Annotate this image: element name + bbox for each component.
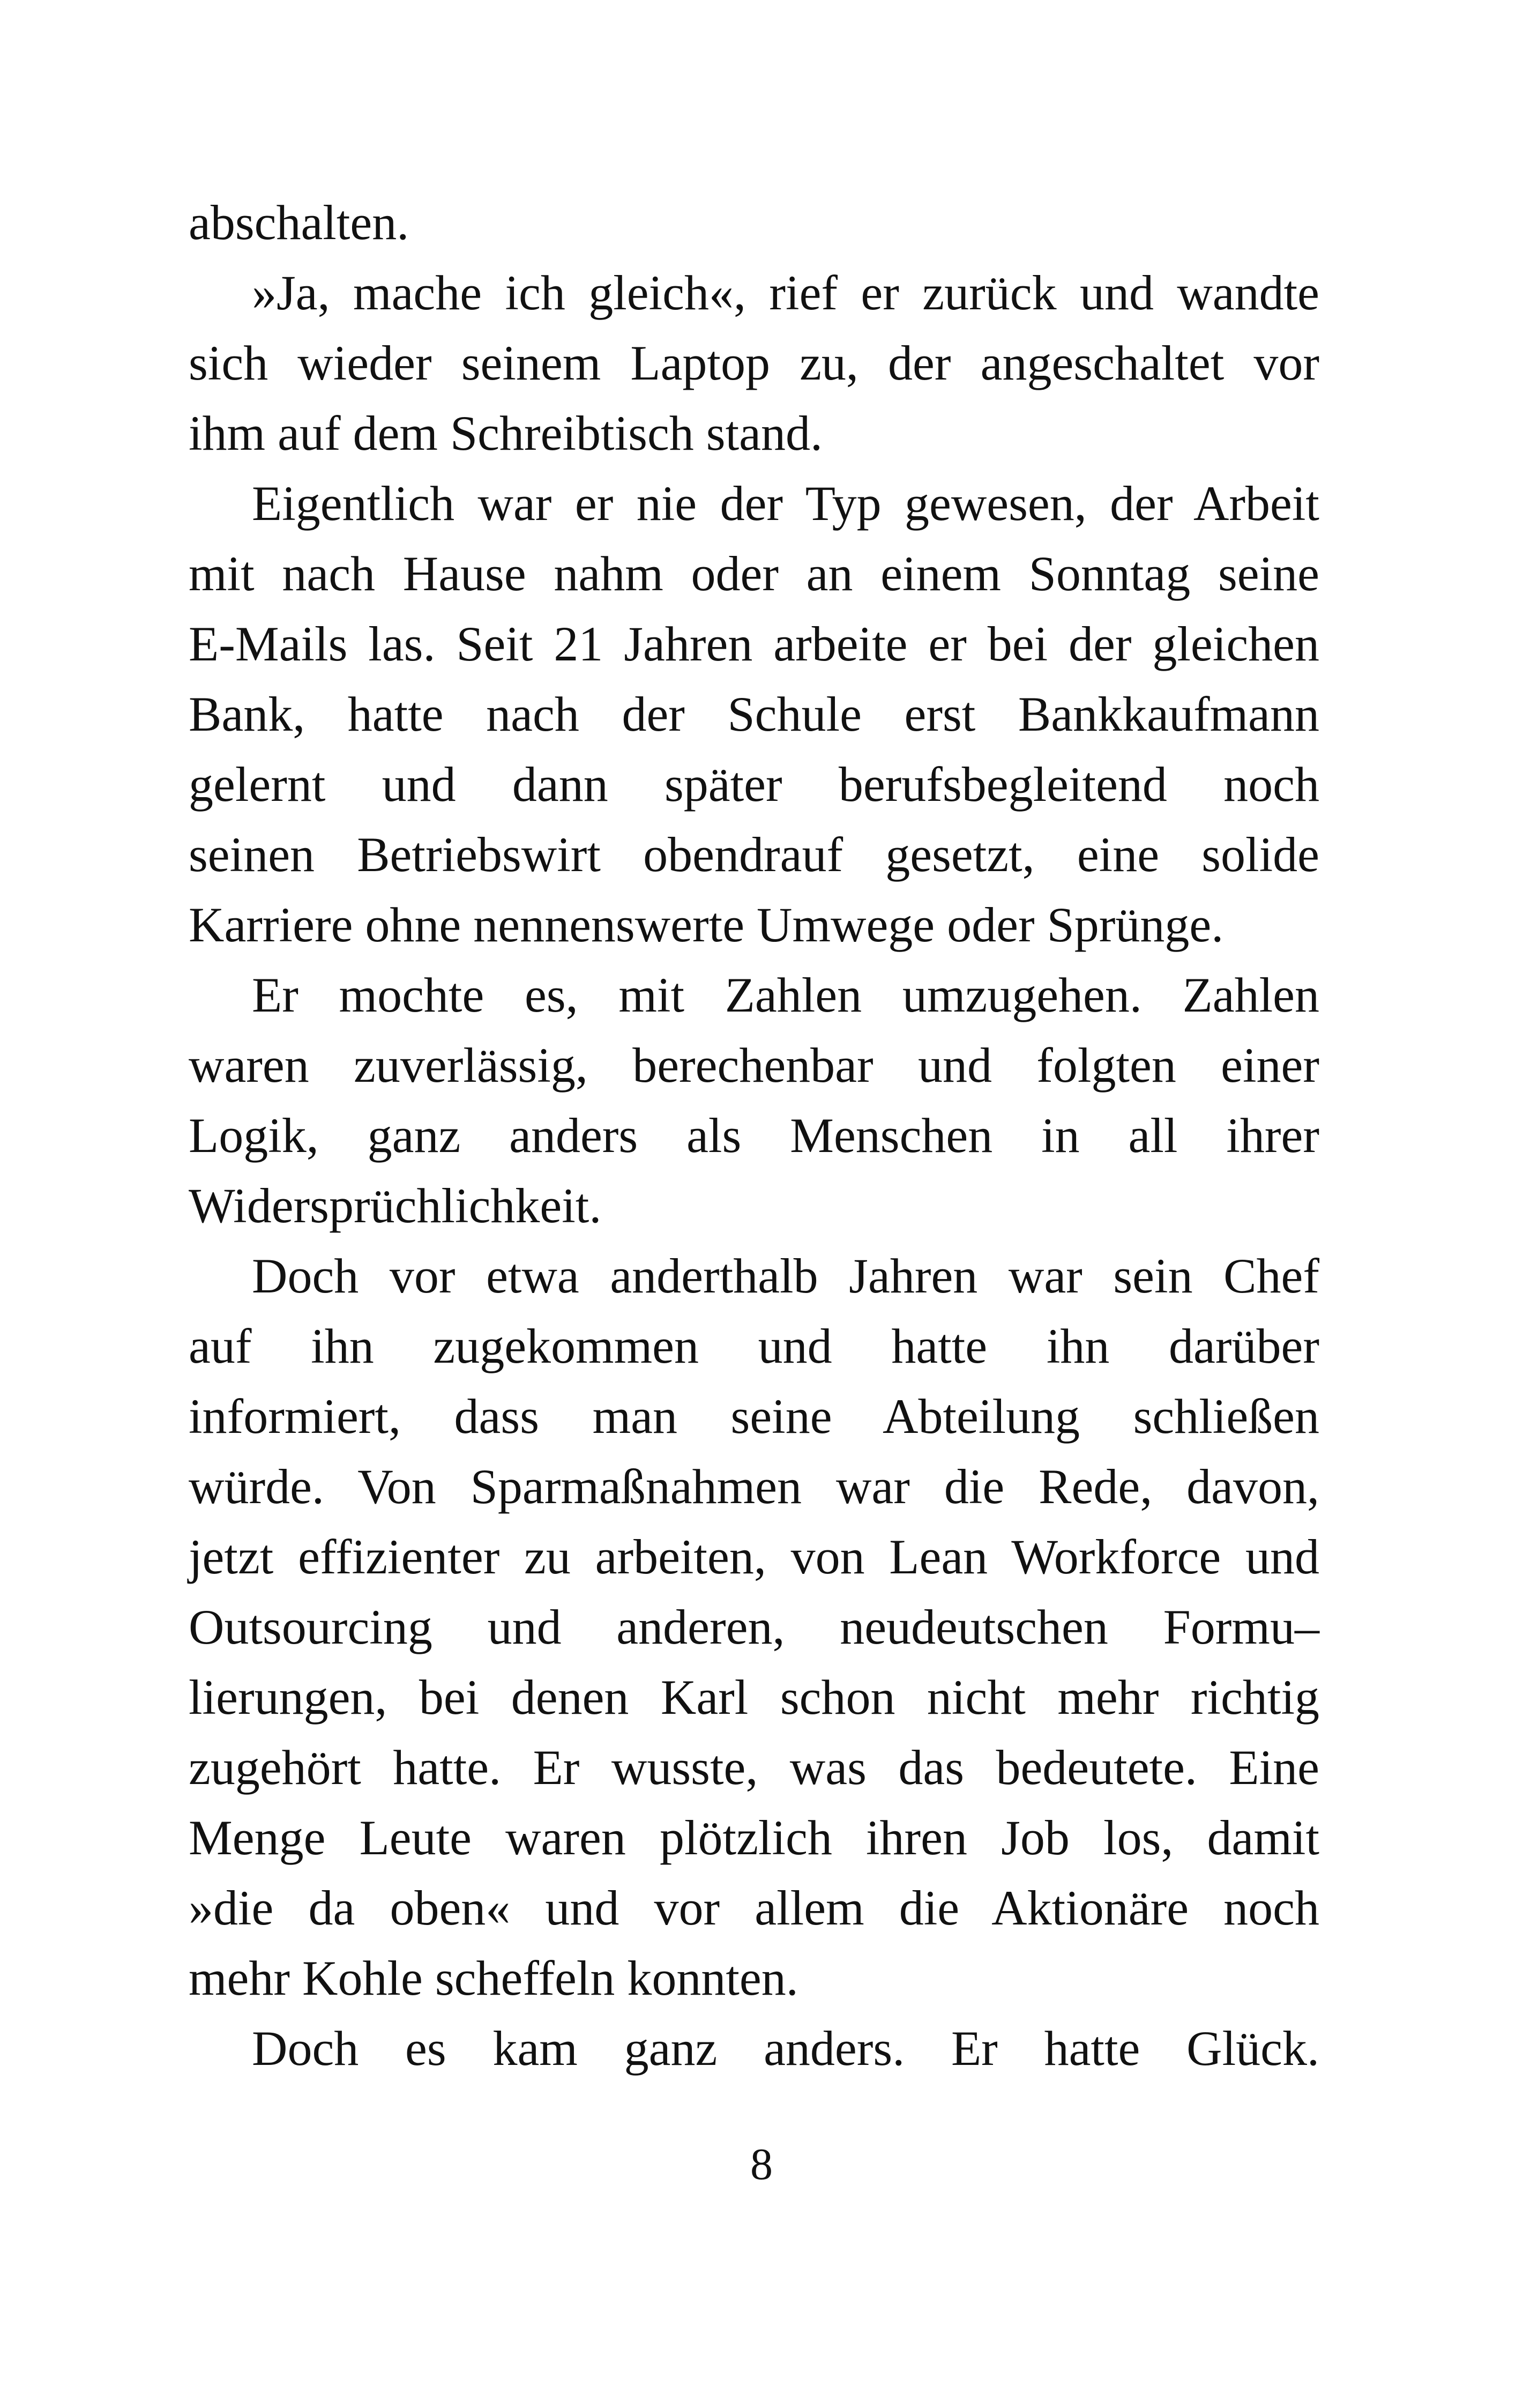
text-line: abschalten. [189,195,409,250]
text-line: jetzt effizienter zu arbeiten, von Lean Workforce und [189,1529,1319,1584]
text-line: zugehört hatte. Er wusste, was das bedeutete. Eine [189,1740,1319,1795]
text-line: Doch vor etwa anderthalb Jahren war sein Chef [252,1248,1319,1303]
text-line: sich wieder seinem Laptop zu, der angeschaltet vor [189,336,1319,390]
paragraph [189,258,1319,469]
text-line: gelernt und dann später berufsbegleitend noch [189,757,1319,812]
paragraph [189,1241,1319,2013]
text-line: Widersprüchlichkeit. [189,1178,602,1233]
text-line: Menge Leute waren plötzlich ihren Job los, damit [189,1810,1319,1865]
text-line: E-Mails las. Seit 21 Jahren arbeite er bei der gleichen [189,616,1319,671]
body-text [189,188,1319,2084]
paragraph [189,469,1319,960]
text-line: lierungen, bei denen Karl schon nicht mehr richtig [189,1670,1319,1725]
text-line: informiert, dass man seine Abteilung schließen [189,1389,1319,1444]
text-line: Karriere ohne nennenswerte Umwege oder Sprünge. [189,897,1224,952]
text-line: »Ja, mache ich gleich«, rief er zurück und wandte [252,265,1319,320]
text-line: Outsourcing und anderen, neudeutschen Formu– [189,1600,1319,1654]
text-line: Doch es kam ganz anders. Er hatte Glück. [252,2021,1319,2076]
text-line: Eigentlich war er nie der Typ gewesen, der Arbeit [252,476,1319,531]
text-line: seinen Betriebswirt obendrauf gesetzt, eine solide [189,827,1319,882]
text-line: Bank, hatte nach der Schule erst Bankkaufmann [189,687,1319,741]
text-line: »die da oben« und vor allem die Aktionäre noch [189,1881,1319,1935]
text-line: mehr Kohle scheffeln konnten. [189,1951,798,2005]
paragraph [189,960,1319,1241]
paragraph [189,2013,1319,2084]
text-line: würde. Von Sparmaßnahmen war die Rede, davon, [189,1459,1319,1514]
text-line: auf ihn zugekommen und hatte ihn darüber [189,1319,1319,1373]
text-line: waren zuverlässig, berechenbar und folgten einer [189,1038,1319,1092]
paragraph [189,188,1319,258]
text-line: ihm auf dem Schreibtisch stand. [189,406,823,460]
text-line: Logik, ganz anders als Menschen in all ihrer [189,1108,1319,1163]
page-number: 8 [750,2139,773,2189]
text-line: Er mochte es, mit Zahlen umzugehen. Zahlen [252,968,1319,1022]
text-line: mit nach Hause nahm oder an einem Sonntag seine [189,546,1319,601]
